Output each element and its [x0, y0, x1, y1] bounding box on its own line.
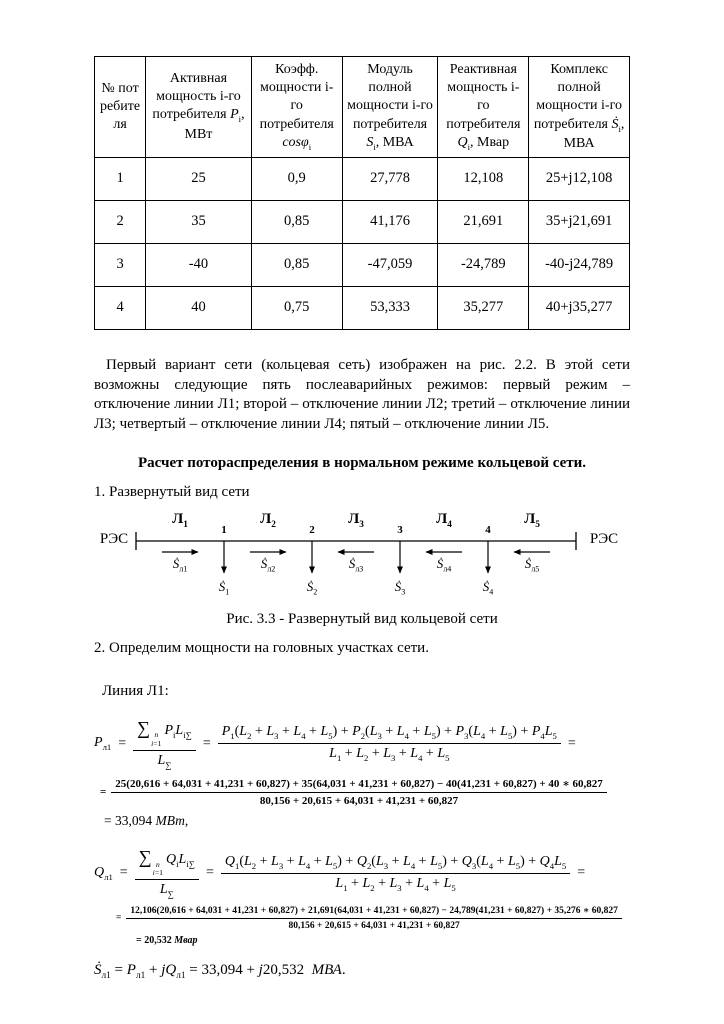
- table-row: [95, 286, 630, 329]
- fraction-numerator: ∑ n i=1 $Q_iL_{i\sum}$: [135, 847, 199, 880]
- table-cell: 40: [146, 286, 252, 329]
- fraction-denominator: 80,156 + 20,615 + 64,031 + 41,231 + 60,827: [259, 795, 459, 808]
- table-cell: 0,85: [251, 243, 342, 286]
- table-cell: 35,277: [438, 286, 529, 329]
- fraction: [218, 724, 561, 763]
- line-l1-label: Линия Л1:: [102, 683, 169, 700]
- source-label-right: РЭС: [589, 531, 619, 548]
- fraction-numerator: ∑ n i=1 $P_iL_{i\sum}$: [133, 718, 196, 751]
- table-header-cell: Реактивная мощность i-го потребителя $Q_i$, Мвар: [438, 57, 529, 158]
- table-cell: 4: [95, 286, 146, 329]
- table-cell: 1: [95, 157, 146, 200]
- equals-sign: =: [567, 735, 576, 751]
- fraction-numerator: 12,106(20,616 + 64,031 + 41,231 + 60,827) + 21,691(64,031 + 41,231 + 60,827) − 24,789(41,231 + 60,827) + 35,276 ∗ 60,827: [126, 905, 622, 919]
- table-row: [95, 157, 630, 200]
- flow-label-s-l2: $Ṡ_{л2}$: [260, 556, 276, 574]
- line-label-l5: $Л_5$: [524, 511, 540, 531]
- section-heading: Расчет потораспределения в нормальном режиме кольцевой сети.: [137, 455, 586, 472]
- fraction-denominator: $L_1 + L_2 + L_3 + L_4 + L_5$: [335, 875, 456, 893]
- table-row: [95, 200, 630, 243]
- table-cell: 40+j35,277: [529, 286, 630, 329]
- table-cell: 0,75: [251, 286, 342, 329]
- formula-p-numeric: [100, 777, 630, 807]
- fraction-denominator: $L_\sum$: [159, 882, 174, 899]
- table-cell: -24,789: [438, 243, 529, 286]
- fraction-denominator: $L_\sum$: [157, 752, 172, 770]
- table-header-cell: № потребителя: [95, 57, 146, 158]
- load-label-s2: $Ṡ_2$: [306, 579, 318, 597]
- formula-q-numeric: [116, 905, 630, 931]
- node-label-1: 1: [221, 524, 227, 537]
- table-cell: 0,85: [251, 200, 342, 243]
- table-cell: 0,9: [251, 157, 342, 200]
- formula-p-result: = 33,094 МВт,: [104, 813, 189, 829]
- node-label-3: 3: [397, 524, 403, 537]
- table-cell: 41,176: [342, 200, 438, 243]
- fraction-numerator: $P_1(L_2 + L_3 + L_4 + L_5) + P_2(L_3 + L_4 + L_5) + P_3(L_4 + L_5) + P_4L_5$: [218, 724, 561, 744]
- fraction: [135, 847, 199, 898]
- line-label-l2: $Л_2$: [260, 511, 276, 531]
- formula-s-complex: $Ṡ_{л1} = P_{л1} + jQ_{л1} = 33,094 + j20,532$ МВА.: [94, 961, 346, 981]
- equals-sign: =: [202, 735, 211, 751]
- fraction: [133, 718, 196, 769]
- table-row: [95, 243, 630, 286]
- fraction-denominator: $L_1 + L_2 + L_3 + L_4 + L_5$: [329, 746, 450, 764]
- fraction-denominator: 80,156 + 20,615 + 64,031 + 41,231 + 60,827: [288, 920, 460, 931]
- table-cell: -40-j24,789: [529, 243, 630, 286]
- table-header-cell: Активная мощность i-го потребителя $P_i$, МВт: [146, 57, 252, 158]
- table-cell: 21,691: [438, 200, 529, 243]
- fraction-numerator: $Q_1(L_2 + L_3 + L_4 + L_5) + Q_2(L_3 + L_4 + L_5) + Q_3(L_4 + L_5) + Q_4L_5$: [221, 854, 570, 874]
- equals-sign: =: [118, 735, 127, 751]
- table-cell: 25: [146, 157, 252, 200]
- table-cell: 27,778: [342, 157, 438, 200]
- node-label-2: 2: [309, 524, 315, 537]
- list-item-2: 2. Определим мощности на головных участках сети.: [94, 640, 429, 657]
- fraction: [111, 777, 607, 807]
- table-cell: -40: [146, 243, 252, 286]
- flow-label-s-l4: $Ṡ_{л4}$: [436, 556, 452, 574]
- equals-sign: =: [116, 912, 122, 923]
- line-label-l4: $Л_4$: [436, 511, 452, 531]
- line-label-l3: $Л_3$: [348, 511, 364, 531]
- fraction-numerator: 25(20,616 + 64,031 + 41,231 + 60,827) + 35(64,031 + 41,231 + 60,827) − 40(41,231 + 60,827) + 40 ∗ 60,827: [111, 777, 607, 793]
- table-cell: 35+j21,691: [529, 200, 630, 243]
- formula-lhs: $Q_{л1}$: [94, 864, 113, 882]
- formula-lhs: $P_{л1}$: [94, 735, 112, 753]
- ring-network-diagram: [98, 511, 634, 605]
- load-label-s1: $Ṡ_1$: [218, 579, 230, 597]
- fraction: [221, 854, 570, 893]
- table-header-cell: Модуль полной мощности i-го потребителя $S_i$, МВА: [342, 57, 438, 158]
- equals-sign: =: [100, 786, 107, 799]
- flow-label-s-l1: $Ṡ_{л1}$: [172, 556, 188, 574]
- table-cell: 35: [146, 200, 252, 243]
- formula-p-symbolic: [94, 718, 630, 769]
- table-cell: 2: [95, 200, 146, 243]
- table-cell: 3: [95, 243, 146, 286]
- fraction: [126, 905, 622, 931]
- table-cell: 25+j12,108: [529, 157, 630, 200]
- line-label-l1: $Л_1$: [172, 511, 188, 531]
- table-header-cell: Комплекс полной мощности i-го потребителя $Ṡ_i$, МВА: [529, 57, 630, 158]
- load-label-s3: $Ṡ_3$: [394, 579, 406, 597]
- table-cell: -47,059: [342, 243, 438, 286]
- list-item-1: 1. Развернутый вид сети: [94, 484, 250, 501]
- table-cell: 53,333: [342, 286, 438, 329]
- table-cell: 12,108: [438, 157, 529, 200]
- figure-caption: Рис. 3.3 - Развернутый вид кольцевой сети: [226, 611, 498, 628]
- flow-label-s-l5: $Ṡ_{л5}$: [524, 556, 540, 574]
- node-label-4: 4: [485, 524, 491, 537]
- formula-q-result: = 20,532 Мвар: [136, 934, 198, 946]
- equals-sign: =: [119, 865, 128, 881]
- consumers-power-table: [94, 56, 630, 330]
- source-label-left: РЭС: [99, 531, 129, 548]
- equals-sign: =: [577, 865, 586, 881]
- load-label-s4: $Ṡ_4$: [482, 579, 494, 597]
- table-header-cell: Коэфф. мощности i-го потребителя cosφ$_i$: [251, 57, 342, 158]
- formula-q-symbolic: [94, 847, 630, 898]
- table-header-row: [95, 57, 630, 158]
- equals-sign: =: [205, 865, 214, 881]
- flow-label-s-l3: $Ṡ_{л3}$: [348, 556, 364, 574]
- intro-paragraph: Первый вариант сети (кольцевая сеть) изображен на рис. 2.2. В этой сети возможны следующие пять послеаварийных режимов: первый режим – отключение линии Л1; второй – отключение линии Л2; третий – отключение линии Л3; четвертый – отключение линии Л4; пятый – отключение линии Л5.: [94, 356, 630, 433]
